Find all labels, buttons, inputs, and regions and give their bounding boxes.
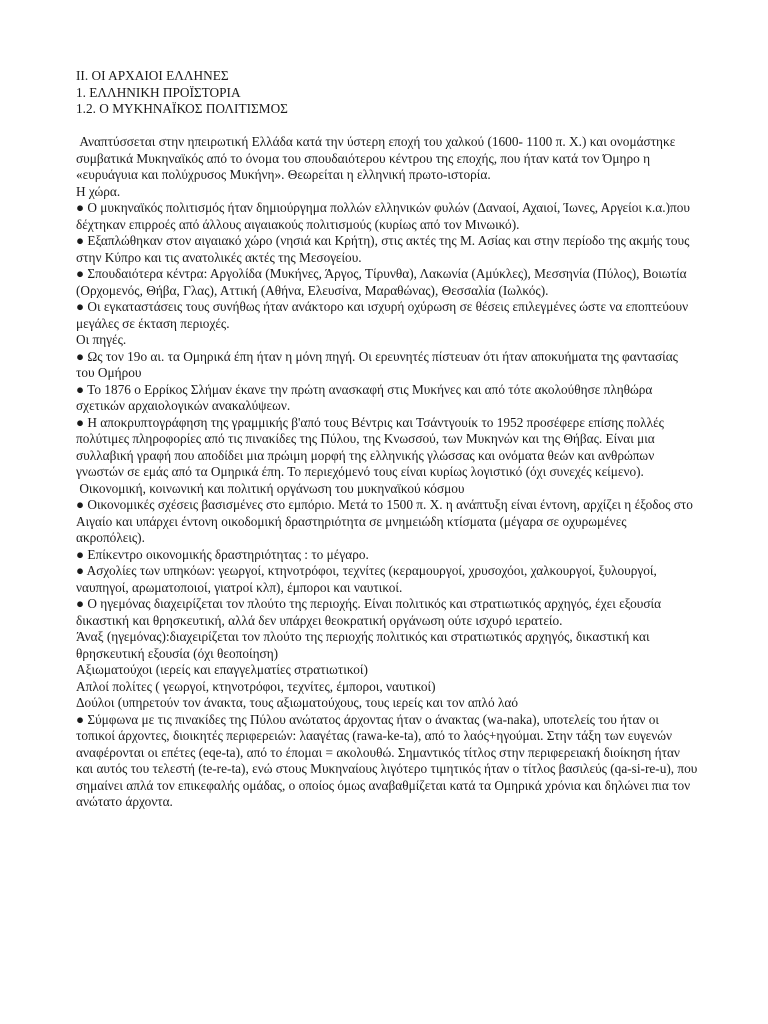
bullet-paragraph: ● Ο ηγεμόνας διαχειρίζεται τον πλούτο της περιοχής. Είναι πολιτικός και στρατιωτικός αρχηγός, έχει εξουσία δικαστική και θρησκευτική, αλλά δεν υπάρχει θεοκρατική οργάνωση ούτε ισχυρό ιερατείο. xyxy=(76,596,662,628)
hierarchy-line: Αξιωματούχοι (ιερείς και επαγγελματίες στρατιωτικοί) xyxy=(76,662,368,677)
bullet-paragraph: ● Ασχολίες των υπηκόων: γεωργοί, κτηνοτρόφοι, τεχνίτες (κεραμουργοί, χρυσοχόοι, χαλκουργοί, ξυλουργοί, ναυπηγοί, αρωματοποιοί, γιατροί κλπ), έμποροι και ναυτικοί. xyxy=(76,563,657,595)
bullet-paragraph: ● Οι εγκαταστάσεις τους συνήθως ήταν ανάκτορο και ισχυρή οχύρωση σε θέσεις επιλεγμένες ώστε να εποπτεύουν μεγάλες σε έκταση περιοχές. xyxy=(76,299,689,331)
bullet-paragraph: ● Ως τον 19ο αι. τα Ομηρικά έπη ήταν η μόνη πηγή. Οι ερευνητές πίστευαν ότι ήταν αποκυήματα της φαντασίας του Ομήρου xyxy=(76,348,678,380)
subheading-country: Η χώρα. xyxy=(76,183,121,199)
document-body xyxy=(76,134,698,811)
section-heading: II. ΟΙ ΑΡΧΑΙΟΙ ΕΛΛΗΝΕΣ xyxy=(76,68,229,83)
bullet-paragraph: ● Επίκεντρο οικονομικής δραστηριότητας : το μέγαρο. xyxy=(76,546,369,562)
bullet-paragraph: ● Σπουδαιότερα κέντρα: Αργολίδα (Μυκήνες, Άργος, Τίρυνθα), Λακωνία (Αμύκλες), Μεσσηνία (Πύλος), Βοιωτία (Ορχομενός, Θήβα, Γλας), Αττική (Αθήνα, Ελευσίνα, Μαραθώνας), Θεσσαλία (Ιωλκός). xyxy=(76,266,687,298)
document-page xyxy=(76,68,698,811)
hierarchy-line: Δούλοι (υπηρετούν τον άνακτα, τους αξιωματούχους, τους ιερείς και τον απλό λαό xyxy=(76,695,518,710)
bullet-paragraph: ● Οικονομικές σχέσεις βασισμένες στο εμπόριο. Μετά το 1500 π. Χ. η ανάπτυξη είναι έντονη, αρχίζει η έξοδος στο Αιγαίο και υπάρχει έντονη οικοδομική δραστηριότητα σε μνημειώδη κτίσματα (μέγαρα σε οχυρωμένες ακροπόλεις). xyxy=(76,497,693,545)
chapter-heading: 1. ΕΛΛΗΝΙΚΗ ΠΡΟΪΣΤΟΡΙΑ xyxy=(76,84,241,100)
subheading-organization: Οικονομική, κοινωνική και πολιτική οργάνωση του μυκηναϊκού κόσμου xyxy=(76,480,465,496)
subchapter-heading: 1.2. Ο ΜΥΚΗΝΑΪΚΟΣ ΠΟΛΙΤΙΣΜΟΣ xyxy=(76,101,288,116)
bullet-paragraph: ● Εξαπλώθηκαν στον αιγαιακό χώρο (νησιά και Κρήτη), στις ακτές της Μ. Ασίας και στην περίοδο της ακμής τους στην Κύπρο και τις ανατολικές ακτές της Μεσογείου. xyxy=(76,233,690,265)
intro-paragraph: Αναπτύσσεται στην ηπειρωτική Ελλάδα κατά την ύστερη εποχή του χαλκού (1600- 1100 π. Χ.) και ονομάστηκε συμβατικά Μυκηναϊκός από το όνομα του σπουδαιότερου κέντρου της εποχής, που ήταν κατά τον Όμηρο η «ευρυάγυια και πολύχρυσος Μυκήνη». Θεωρείται η ελληνική πρωτο-ιστορία. xyxy=(76,134,679,182)
hierarchy-line: Απλοί πολίτες ( γεωργοί, κτηνοτρόφοι, τεχνίτες, έμποροι, ναυτικοί) xyxy=(76,678,436,694)
hierarchy-line: Άναξ (ηγεμόνας):διαχειρίζεται τον πλούτο της περιοχής πολιτικός και στρατιωτικός αρχηγός, δικαστική και θρησκευτική εξουσία (όχι θεοποίηση) xyxy=(76,629,650,661)
bullet-paragraph: ● Η αποκρυπτογράφηση της γραμμικής β'από τους Βέντρις και Τσάντγουίκ το 1952 προσέφερε επίσης πολλές πολύτιμες πληροφορίες από τις πινακίδες της Πύλου, της Κνωσσού, των Μυκηνών και της Θήβας. Είναι μια συλλαβική γραφή που αποδίδει μια πρώιμη μορφή της ελληνικής γλώσσας και ονόματα θεών και ανθρώπων γνωστών σε εμάς από τα Ομηρικά έπη. Το περιεχόμενό τους είναι κυρίως λογιστικό (όχι συνεχές κείμενο). xyxy=(76,414,664,479)
document-headings xyxy=(76,68,698,118)
bullet-paragraph: ● Ο μυκηναϊκός πολιτισμός ήταν δημιούργημα πολλών ελληνικών φυλών (Δαναοί, Αχαιοί, Ίωνες, Αργείοι κ.α.)που δέχτηκαν επιρροές από άλλους αιγαιακούς πολιτισμούς (κυρίως από τον Μινωικό). xyxy=(76,200,690,232)
bullet-paragraph: ● Το 1876 ο Ερρίκος Σλήμαν έκανε την πρώτη ανασκαφή στις Μυκήνες και από τότε ακολούθησε πληθώρα σχετικών αρχαιολογικών ανακαλύψεων. xyxy=(76,381,653,413)
bullet-paragraph: ● Σύμφωνα με τις πινακίδες της Πύλου ανώτατος άρχοντας ήταν ο άνακτας (wa-naka), υποτελείς του ήταν οι τοπικοί άρχοντες, διοικητές περιφερειών: λααγέτας (rawa-ke-ta), από το λαός+ηγούμαι. Στην τάξη των ευγενών αναφέρονται οι επέτες (eqe-ta), από το έπομαι = ακολουθώ. Σημαντικός τίτλος στην περιφερειακή διοίκηση ήταν και αυτός του τελεστή (te-re-ta), ενώ στους Μυκηναίους λιγότερο τιμητικός ήταν ο τίτλος βασιλεύς (qa-si-re-u), που σημαίνει απλά τον επικεφαλής ομάδας, ο οποίος όμως αναβαθμίζεται κατά τα Ομηρικά χρόνια και δηλώνει πια τον ανώτατο άρχοντα. xyxy=(76,711,698,809)
subheading-sources: Οι πηγές. xyxy=(76,332,127,347)
